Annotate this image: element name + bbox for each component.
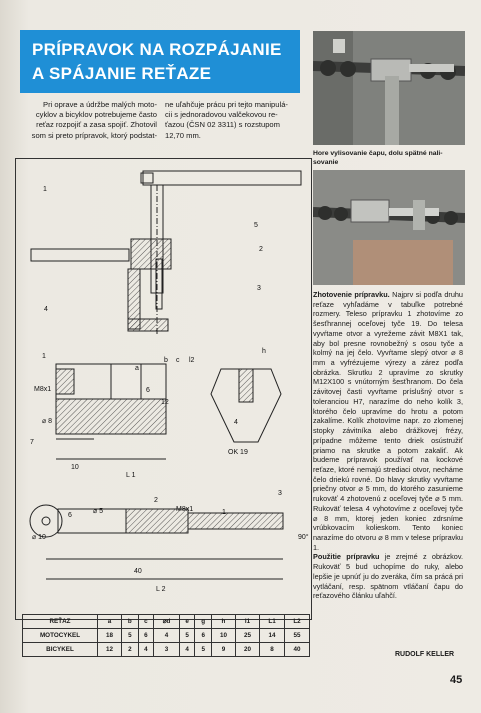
photo-caption: Hore vylisovanie čapu, dolu spätné nali- sovanie xyxy=(313,150,443,166)
svg-text:b: b xyxy=(164,357,168,364)
intro-column-1: Pri oprave a údržbe malých moto- cyklov a bicyklov potrebujeme často reťaz rozpojiť a zasa spojiť. Zhotovil som si preto prípravok, ktorý podstat- xyxy=(31,100,157,140)
technical-drawing xyxy=(15,158,312,620)
dimensions-table xyxy=(22,614,310,657)
svg-text:2: 2 xyxy=(154,497,158,504)
svg-text:4: 4 xyxy=(234,419,238,426)
body-paragraph-2: Použitie prípravku je zrejmé z obrázkov. Rukoväť 5 bud uchopíme do ruky, alebo lepšie je upnúť ju do zveráka, čím sa prácá pri vytláčaní, resp. spätnom vtláčaní čapu do reťazového článku uľahčí. xyxy=(313,552,463,601)
svg-text:a: a xyxy=(135,365,139,372)
svg-text:6: 6 xyxy=(68,512,72,519)
svg-text:3: 3 xyxy=(278,490,282,497)
table-row: BICYKEL 12 2 4 3 4 5 9 20 8 40 xyxy=(23,643,310,657)
page-number: 45 xyxy=(450,674,463,686)
svg-text:l2: l2 xyxy=(189,357,195,364)
svg-text:⌀ 10: ⌀ 10 xyxy=(32,534,46,541)
svg-text:12: 12 xyxy=(161,399,169,406)
intro-column-2: ne uľahčuje prácu pri tejto manipulá- cii s jednoradovou valčekovou re- ťazou (ČSN 02 3311) s rozstupom 12,70 mm. xyxy=(165,100,288,140)
author-name: RUDOLF KELLER xyxy=(395,651,455,658)
svg-text:7: 7 xyxy=(30,439,34,446)
article-title-box xyxy=(20,30,300,93)
svg-text:10: 10 xyxy=(71,464,79,471)
svg-text:5: 5 xyxy=(254,222,258,229)
photo-pressing-in-pin xyxy=(313,170,465,285)
svg-text:L 2: L 2 xyxy=(156,586,166,593)
article-title-line-2: A SPÁJANIE REŤAZE xyxy=(32,64,212,83)
article-title-line-1: PRÍPRAVOK NA ROZPÁJANIE xyxy=(32,40,282,59)
svg-text:L 1: L 1 xyxy=(126,472,136,479)
svg-text:⌀ 8: ⌀ 8 xyxy=(42,418,53,425)
svg-text:1: 1 xyxy=(42,353,46,360)
svg-text:c: c xyxy=(176,357,180,364)
svg-text:40: 40 xyxy=(134,568,142,575)
svg-text:M8x1: M8x1 xyxy=(176,506,194,513)
body-paragraph-1: Zhotovenie prípravku. Najprv si podľa druhu reťaze vyhľadáme v tabuľke potrebné rozmery. Teleso prípravku 1 zhotovíme zo šesťhrannej oceľovej tyče 19. Do telesa vyvŕtame otvor a vyrežeme závit M8X1 tak, aby bol presne rovnobežný s osou tyče a kolmý na jej čelo. Vyvŕtame slepý otvor ⌀ 8 mm a vyfrézujeme výrezy a zárez podľa obrázka. Skrutku 2 upravíme zo skrutky M12X100 s vnútorným šesťhranom. Do čela závitovej časti vyvŕtame príslušný otvor s toleranciou H7, narazíme do neho kolík 3, ktorého čelo upravíme do hrotu a potom zakalíme. Kolík zhotovíme napr. zo zlomenej stopky závitníka alebo drážkovej frézy, prípadne môžeme tento driek osústružiť priamo na skrutke a potom zakaliť. Ak budeme prípravok používať na kockové reťaze, ktoré nemajú strediaci otvor, necháme čelo driekú rovné. Do hlavy skrutky vyvŕtame priečny otvor ⌀ 5 mm, do ktorého zasunieme rukoväť 4 zhotovenú z oceľovej tyče ⌀ 5 mm. Rukoväť telesa 4 vyhotovíme z oceľovej tyče ⌀ 8 mm, ktorej jeden koniec zdrsníme vrúbkovacím kolieskom. Tento koniec narazíme do otvoru ⌀ 8 mm v telese prípravku 1. xyxy=(313,290,463,552)
article-body xyxy=(313,290,463,601)
svg-text:OK 19: OK 19 xyxy=(228,449,248,456)
svg-text:M8x1: M8x1 xyxy=(34,386,52,393)
svg-text:1: 1 xyxy=(43,186,47,193)
table-header-row: REŤAZ a b c ⌀d e g h l1 L1 L2 xyxy=(23,615,310,629)
svg-text:3: 3 xyxy=(257,285,261,292)
svg-text:h: h xyxy=(262,348,266,355)
svg-text:6: 6 xyxy=(146,387,150,394)
svg-text:4: 4 xyxy=(44,306,48,313)
svg-text:90°: 90° xyxy=(298,534,309,541)
photo-pressing-out-pin xyxy=(313,31,465,145)
svg-text:⌀ 5: ⌀ 5 xyxy=(93,508,104,515)
table-row: MOTOCYKEL 18 5 6 4 5 6 10 25 14 55 xyxy=(23,629,310,643)
svg-text:2: 2 xyxy=(259,246,263,253)
svg-text:1: 1 xyxy=(222,509,226,516)
